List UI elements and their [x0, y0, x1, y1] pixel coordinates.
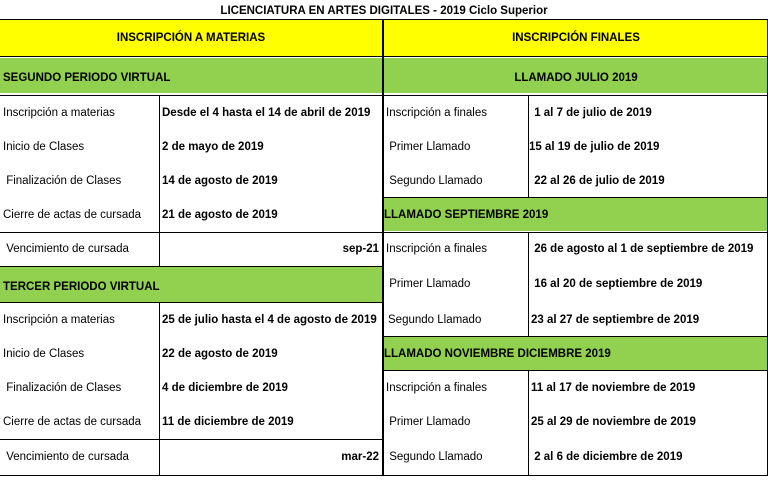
grid-line — [382, 19, 384, 476]
right-row-label: Primer Llamado — [386, 140, 471, 153]
grid-line — [384, 336, 768, 337]
grid-line — [384, 197, 768, 198]
left-row-value: 25 de julio hasta el 4 de agosto de 2019 — [162, 313, 377, 326]
left-row-value: 4 de diciembre de 2019 — [162, 381, 288, 394]
left-row-value: sep-21 — [342, 243, 379, 255]
left-row-value: 11 de diciembre de 2019 — [162, 415, 294, 428]
sheet-title: LICENCIATURA EN ARTES DIGITALES - 2019 Ciclo Superior — [220, 4, 548, 17]
header-inscripcion-finales: INSCRIPCIÓN FINALES — [384, 20, 768, 56]
right-row-value: 25 al 29 de noviembre de 2019 — [531, 415, 696, 428]
grid-line — [159, 95, 160, 267]
left-row-label: Finalización de Clases — [3, 174, 122, 187]
grid-line — [0, 439, 382, 440]
grid-line — [0, 266, 382, 267]
grid-line — [528, 370, 529, 476]
grid-line — [0, 95, 382, 96]
left-row-value: Desde el 4 hasta el 14 de abril de 2019 — [162, 106, 371, 119]
grid-line — [384, 232, 768, 233]
left-row-value: 21 de agosto de 2019 — [162, 208, 278, 221]
left-row-label: Cierre de actas de cursada — [3, 208, 142, 221]
grid-line — [528, 95, 529, 198]
right-row-label: Inscripción a finales — [386, 243, 487, 255]
left-row-value: 22 de agosto de 2019 — [162, 347, 278, 360]
grid-line — [0, 475, 768, 476]
grid-line — [0, 19, 768, 20]
header-inscripcion-materias: INSCRIPCIÓN A MATERIAS — [0, 20, 382, 56]
left-row-label: Inscripción a materias — [3, 106, 115, 119]
right-row-value: 26 de agosto al 1 de septiembre de 2019 — [531, 243, 754, 255]
left-row-label: Cierre de actas de cursada — [3, 415, 142, 428]
right-row-value: 11 al 17 de noviembre de 2019 — [531, 381, 696, 394]
right-row-label: Primer Llamado — [386, 415, 471, 428]
section-llamado-noviembre: LLAMADO NOVIEMBRE DICIEMBRE 2019 — [384, 337, 768, 370]
left-row-label: Inicio de Clases — [3, 347, 85, 360]
section-llamado-julio: LLAMADO JULIO 2019 — [384, 58, 768, 93]
left-row-label: Vencimiento de cursada — [3, 450, 129, 463]
grid-line — [384, 95, 768, 96]
grid-line — [0, 56, 382, 57]
grid-line — [528, 232, 529, 337]
right-row-label: Primer Llamado — [386, 277, 471, 290]
right-row-value: 2 al 6 de diciembre de 2019 — [531, 450, 683, 463]
right-row-label: Inscripción a finales — [386, 106, 487, 119]
right-row-value: 23 al 27 de septiembre de 2019 — [531, 313, 700, 326]
left-row-label: Inicio de Clases — [3, 140, 85, 153]
left-row-label: Finalización de Clases — [3, 381, 122, 394]
right-row-value: 16 al 20 de septiembre de 2019 — [531, 277, 703, 290]
right-row-value: 15 al 19 de julio de 2019 — [529, 140, 660, 153]
right-row-value: 22 al 26 de julio de 2019 — [531, 174, 665, 187]
section-tercer-periodo: TERCER PERIODO VIRTUAL — [0, 267, 382, 302]
grid-line — [159, 302, 160, 476]
right-row-label: Inscripción a finales — [386, 381, 487, 394]
left-row-value: 2 de mayo de 2019 — [162, 140, 264, 153]
right-row-label: Segundo Llamado — [388, 313, 482, 326]
left-row-value: 14 de agosto de 2019 — [162, 174, 278, 187]
section-segundo-periodo: SEGUNDO PERIODO VIRTUAL — [0, 58, 382, 93]
grid-line — [384, 56, 768, 57]
left-row-label: Inscripción a materias — [3, 313, 115, 326]
right-row-value: 1 al 7 de julio de 2019 — [531, 106, 652, 119]
grid-line — [384, 370, 768, 371]
left-row-label: Vencimiento de cursada — [3, 243, 129, 255]
grid-line — [0, 232, 382, 233]
section-llamado-septiembre: LLAMADO SEPTIEMBRE 2019 — [384, 198, 768, 231]
right-row-label: Segundo Llamado — [386, 174, 483, 187]
right-row-label: Segundo Llamado — [386, 450, 483, 463]
left-row-value: mar-22 — [341, 450, 379, 463]
grid-line — [0, 302, 382, 303]
